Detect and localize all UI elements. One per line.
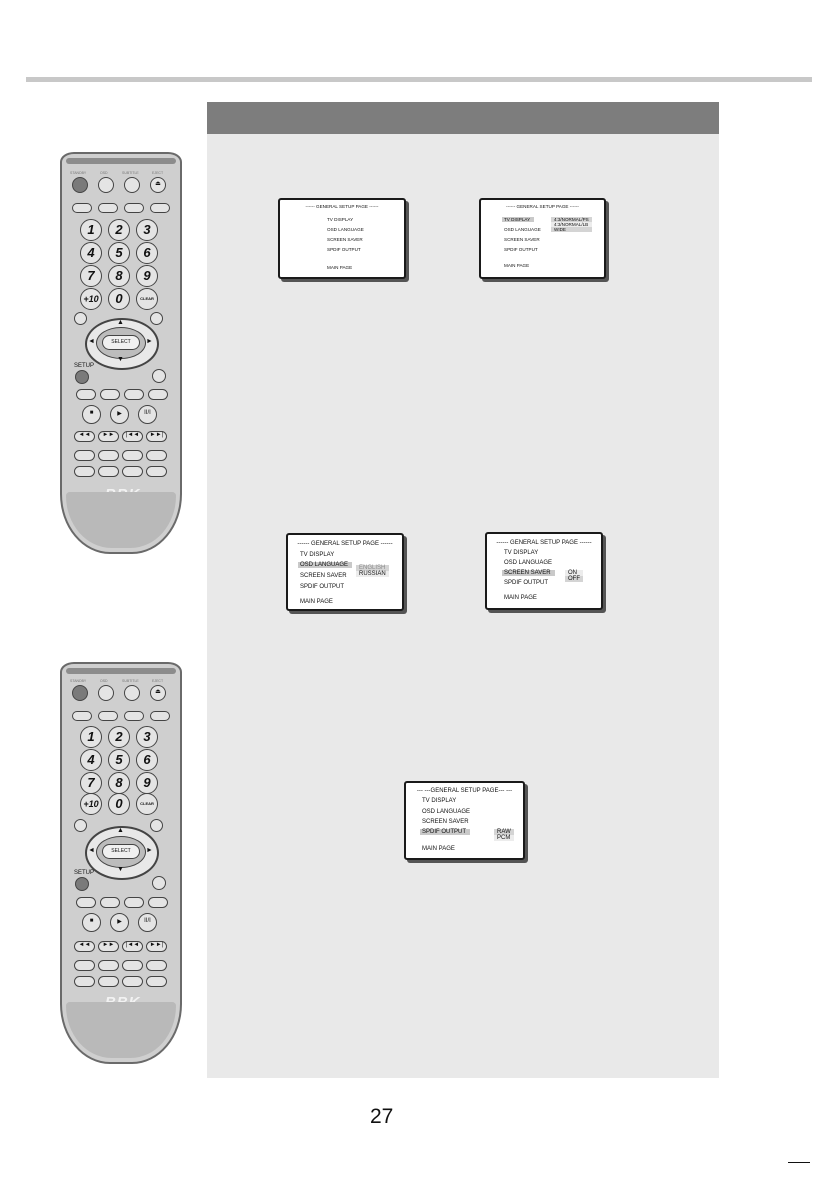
setup-button: [75, 877, 89, 891]
panel-header-bar: [207, 102, 719, 134]
osd-item-screen-saver: SCREEN SAVER: [502, 570, 555, 576]
function-button: [124, 711, 144, 721]
stop-icon: ■: [89, 410, 94, 416]
osd-item-main-page: MAIN PAGE: [504, 595, 537, 601]
function-button: [74, 450, 95, 461]
rewind-button: [74, 431, 95, 442]
fast-forward-icon: ►►: [102, 432, 115, 438]
osd-item-tv-display: TV DISPLAY: [504, 550, 539, 556]
osd-option: OFF: [568, 576, 580, 582]
arrow-up-icon: ▲: [117, 319, 124, 326]
num-button-3: 3: [136, 726, 158, 748]
num-button-8: 8: [108, 265, 130, 287]
function-button: [74, 960, 95, 971]
label-subtitle: SUBTITLE: [122, 679, 139, 683]
osd-option: WIDE: [554, 227, 566, 232]
previous-button: [122, 431, 143, 442]
function-button: [148, 897, 168, 908]
osd-title: --- ---GENERAL SETUP PAGE--- ---: [416, 788, 513, 794]
small-button: [152, 369, 166, 383]
osd-item-tv-display: TV DISPLAY: [300, 552, 335, 558]
num-button-4: 4: [80, 749, 102, 771]
osd-item-main-page: MAIN PAGE: [504, 263, 530, 268]
osd-options-language: [356, 565, 389, 577]
num-button-7: 7: [80, 772, 102, 794]
next-icon: ►►|: [149, 432, 164, 438]
num-button-0: 0: [108, 288, 130, 310]
arrow-left-icon: ◄: [88, 338, 95, 345]
function-button: [76, 389, 96, 400]
select-button: SELECT: [102, 844, 140, 859]
osd-item-main-page: MAIN PAGE: [300, 599, 333, 605]
function-button: [72, 711, 92, 721]
fast-forward-button: [98, 941, 119, 952]
num-button-9: 9: [136, 265, 158, 287]
standby-button: [72, 177, 88, 193]
label-osd: OSD: [100, 679, 108, 683]
stop-icon: ■: [89, 918, 94, 924]
function-button: [98, 466, 119, 477]
label-eject: EJECT: [152, 679, 164, 683]
osd-screen-spdif-output: [404, 781, 525, 860]
stop-button: [82, 405, 101, 424]
osd-item-tv-display: TV DISPLAY: [422, 798, 457, 804]
osd-screen-general-setup-1: [278, 198, 406, 279]
select-button: SELECT: [102, 335, 140, 350]
pause-icon: II/I: [144, 918, 151, 924]
function-button: [98, 450, 119, 461]
function-button: [150, 711, 170, 721]
osd-item-osd-language: OSD LANGUAGE: [422, 809, 471, 815]
osd-item-osd-language: OSD LANGUAGE: [504, 560, 553, 566]
osd-item-screen-saver: SCREEN SAVER: [300, 573, 347, 579]
arrow-down-icon: ▼: [117, 356, 124, 363]
function-button: [74, 466, 95, 477]
function-button: [100, 389, 120, 400]
num-button-plus10: +10: [80, 288, 102, 310]
play-button: [110, 913, 129, 932]
osd-title: ------ GENERAL SETUP PAGE ------: [506, 204, 579, 209]
function-button: [122, 450, 143, 461]
label-standby: STANDBY: [70, 171, 87, 175]
osd-option: RAW: [497, 829, 511, 835]
label-osd: OSD: [100, 171, 108, 175]
rewind-icon: ◄◄: [78, 432, 91, 438]
function-button: [146, 960, 167, 971]
function-button: [124, 389, 144, 400]
num-button-7: 7: [80, 265, 102, 287]
function-button: [72, 203, 92, 213]
eject-button: [150, 685, 166, 701]
osd-button: [98, 177, 114, 193]
previous-button: [122, 941, 143, 952]
arrow-right-icon: ►: [146, 338, 153, 345]
osd-item-tv-display: TV DISPLAY: [502, 217, 534, 222]
num-button-6: 6: [136, 242, 158, 264]
next-button: [146, 431, 167, 442]
osd-item-screen-saver: SCREEN SAVER: [327, 237, 363, 242]
small-button: [150, 312, 163, 325]
subtitle-button: [124, 177, 140, 193]
fast-forward-icon: ►►: [102, 942, 115, 948]
osd-screen-osd-language: [286, 533, 404, 611]
play-icon: ▶: [117, 411, 122, 417]
osd-title: ------ GENERAL SETUP PAGE ------: [496, 540, 592, 546]
num-button-1: 1: [80, 726, 102, 748]
function-button: [124, 897, 144, 908]
osd-item-screen-saver: SCREEN SAVER: [422, 819, 469, 825]
previous-icon: |◄◄: [125, 432, 140, 438]
footer-mark: [788, 1162, 810, 1163]
num-button-0: 0: [108, 793, 130, 815]
setup-button: [75, 370, 89, 384]
osd-title: ------ GENERAL SETUP PAGE ------: [297, 541, 393, 547]
function-button: [76, 897, 96, 908]
osd-item-spdif-output: SPDIF OUTPUT: [504, 580, 549, 586]
num-button-2: 2: [108, 726, 130, 748]
osd-item-spdif-output: SPDIF OUTPUT: [327, 247, 361, 252]
play-button: [110, 405, 129, 424]
label-standby: STANDBY: [70, 679, 87, 683]
arrow-up-icon: ▲: [117, 827, 124, 834]
subtitle-button: [124, 685, 140, 701]
osd-item-spdif-output: SPDIF OUTPUT: [504, 247, 538, 252]
osd-button: [98, 685, 114, 701]
osd-item-osd-language: OSD LANGUAGE: [298, 562, 352, 568]
function-button: [122, 976, 143, 987]
arrow-down-icon: ▼: [117, 866, 124, 873]
num-button-4: 4: [80, 242, 102, 264]
osd-item-screen-saver: SCREEN SAVER: [504, 237, 540, 242]
function-button: [98, 203, 118, 213]
osd-item-osd-language: OSD LANGUAGE: [504, 227, 541, 232]
fast-forward-button: [98, 431, 119, 442]
osd-item-main-page: MAIN PAGE: [422, 846, 455, 852]
osd-option-selected: RUSSIAN: [356, 571, 389, 577]
function-button: [146, 976, 167, 987]
osd-options-tv-display: [551, 217, 592, 232]
function-button: [100, 897, 120, 908]
arrow-right-icon: ►: [146, 847, 153, 854]
osd-item-spdif-output: SPDIF OUTPUT: [300, 584, 345, 590]
function-button: [98, 976, 119, 987]
num-button-5: 5: [108, 242, 130, 264]
pause-step-button: [138, 913, 157, 932]
num-button-plus10: +10: [80, 793, 102, 815]
eject-icon: ⏏: [155, 181, 161, 187]
osd-item-osd-language: OSD LANGUAGE: [327, 227, 364, 232]
clear-button: CLEAR: [136, 288, 158, 310]
label-setup: SETUP: [74, 870, 95, 876]
rewind-button: [74, 941, 95, 952]
remote-ir-window: [66, 668, 176, 674]
function-button: [124, 203, 144, 213]
eject-icon: ⏏: [155, 689, 161, 695]
function-button: [150, 203, 170, 213]
function-button: [98, 960, 119, 971]
next-icon: ►►|: [149, 942, 164, 948]
osd-option-selected: ON: [565, 570, 583, 576]
clear-button: CLEAR: [136, 793, 158, 815]
small-button: [74, 312, 87, 325]
num-button-9: 9: [136, 772, 158, 794]
small-button: [150, 819, 163, 832]
num-button-5: 5: [108, 749, 130, 771]
num-button-8: 8: [108, 772, 130, 794]
page-number: 27: [370, 1105, 394, 1128]
header-rule: [26, 77, 812, 82]
remote-ir-window: [66, 158, 176, 164]
osd-item-spdif-output: SPDIF OUTPUT: [420, 829, 470, 835]
label-setup: SETUP: [74, 363, 95, 369]
osd-option: 4:3/NORMAL/PS: [554, 217, 589, 222]
previous-icon: |◄◄: [125, 942, 140, 948]
num-button-2: 2: [108, 219, 130, 241]
play-icon: ▶: [117, 919, 122, 925]
osd-item-main-page: MAIN PAGE: [327, 265, 353, 270]
osd-screen-screen-saver: [485, 532, 603, 610]
rewind-icon: ◄◄: [78, 942, 91, 948]
stop-button: [82, 913, 101, 932]
small-button: [74, 819, 87, 832]
function-button: [146, 450, 167, 461]
function-button: [122, 466, 143, 477]
arrow-left-icon: ◄: [88, 847, 95, 854]
osd-title: ------ GENERAL SETUP PAGE ------: [305, 204, 379, 209]
osd-options-spdif: [494, 829, 514, 841]
osd-option-selected: 4:3/NORMAL/LB: [551, 222, 592, 227]
num-button-1: 1: [80, 219, 102, 241]
osd-option: ENGLISH: [359, 565, 386, 571]
next-button: [146, 941, 167, 952]
num-button-6: 6: [136, 749, 158, 771]
pause-icon: II/I: [144, 410, 151, 416]
function-button: [74, 976, 95, 987]
small-button: [152, 876, 166, 890]
osd-screen-tv-display: [479, 198, 606, 279]
function-button: [148, 389, 168, 400]
osd-item-tv-display: TV DISPLAY: [327, 217, 354, 222]
label-eject: EJECT: [152, 171, 164, 175]
function-button: [122, 960, 143, 971]
osd-options-screen-saver: [565, 570, 583, 582]
eject-button: [150, 177, 166, 193]
label-subtitle: SUBTITLE: [122, 171, 139, 175]
standby-button: [72, 685, 88, 701]
num-button-3: 3: [136, 219, 158, 241]
function-button: [98, 711, 118, 721]
function-button: [146, 466, 167, 477]
pause-step-button: [138, 405, 157, 424]
osd-option-selected: PCM: [494, 835, 514, 841]
